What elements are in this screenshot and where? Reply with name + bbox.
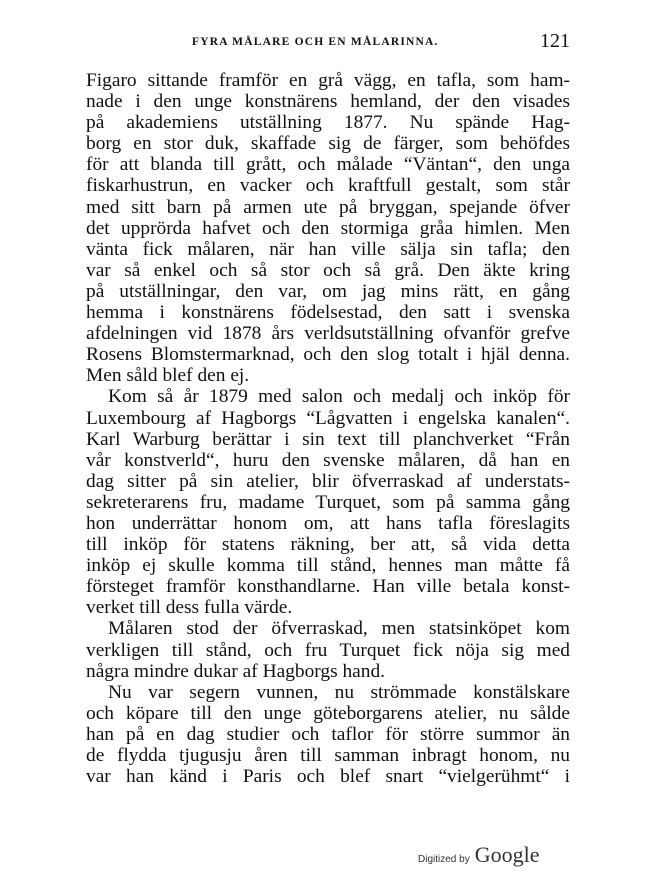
running-title: FYRA MÅLARE OCH EN MÅLARINNA. [192,36,439,48]
text-line: dag sitter på sin atelier, blir öfverraskad af understats- [86,470,570,492]
text-line: sekreterarens fru, madame Turquet, som på samma gång [86,491,570,513]
text-line: för att blanda till grått, och målade “Väntan“, den unga [86,154,570,176]
text-line: Men såld blef den ej. [86,365,250,387]
text-line: med sitt barn på armen ute på bryggan, spejande öfver [86,196,570,218]
body-text [86,70,570,787]
text-line: försteget framför konsthandlarne. Han ville betala konst- [86,576,570,598]
page-header [86,30,570,54]
text-line: vår konstverld“, huru den svenske målaren, då han en [86,449,570,471]
text-line: det upprörda hafvet och den stormiga gråa himlen. Men [86,217,570,239]
text-line: hemma i konstnärens födelsestad, den satt i svenska [86,302,570,324]
text-line: han på en dag studier och taflor för större summor än [86,723,570,745]
digitized-by-watermark [418,842,540,868]
text-line: till inköp för statens räkning, ber att, så vida detta [86,534,570,556]
text-line: de flydda tjugusju åren till samman inbragt honom, nu [86,745,570,766]
google-logo: Google [474,842,540,867]
text-line: var han känd i Paris och blef snart “vielgerühmt“ i [86,766,570,788]
text-line: på akademiens utställning 1877. Nu spände Hag- [86,112,570,134]
text-line: några mindre dukar af Hagborgs hand. [86,660,386,682]
text-line: Kom så år 1879 med salon och medalj och inköp för [108,386,570,408]
text-line: Karl Warburg berättar i sin text till planchverket “Från [86,428,570,450]
text-line: Luxembourg af Hagborgs “Lågvatten i engelska kanalen“. [86,407,570,429]
text-line: Målaren stod der öfverraskad, men statsinköpet kom [108,618,570,640]
text-line: verket till dess fulla värde. [86,597,293,619]
text-line: hon underrättar honom om, att hans tafla föreslagits [86,512,570,534]
text-line: på utställningar, den var, om jag mins rätt, en gång [86,280,570,302]
text-line: Rosens Blomstermarknad, och den slog totalt i hjäl denna. [86,344,570,366]
text-line: borg en stor duk, skaffade sig de färger, som behöfdes [86,133,570,155]
text-line: nade i den unge konstnärens hemland, der den visades [86,91,570,113]
text-line: fiskarhustrun, en vacker och kraftfull gestalt, som står [86,175,570,197]
text-line: och köpare till den unge göteborgarens atelier, nu sålde [86,702,570,724]
text-line: vänta fick målaren, när han ville sälja sin tafla; den [86,238,570,260]
text-line: Nu var segern vunnen, nu strömmade konstälskare [108,681,570,703]
text-line: verkligen till stånd, och fru Turquet fick nöja sig med [86,639,570,661]
text-line: afdelningen vid 1878 års verldsutställning ofvanför grefve [86,323,570,345]
text-line: var så enkel och så stor och så grå. Den äkte kring [86,259,570,281]
page-number: 121 [540,30,570,52]
text-line: inköp ej skulle komma till stånd, hennes man måtte få [86,555,570,577]
text-line: Figaro sittande framför en grå vägg, en tafla, som ham- [86,70,570,91]
digitized-label: Digitized by [418,854,470,865]
